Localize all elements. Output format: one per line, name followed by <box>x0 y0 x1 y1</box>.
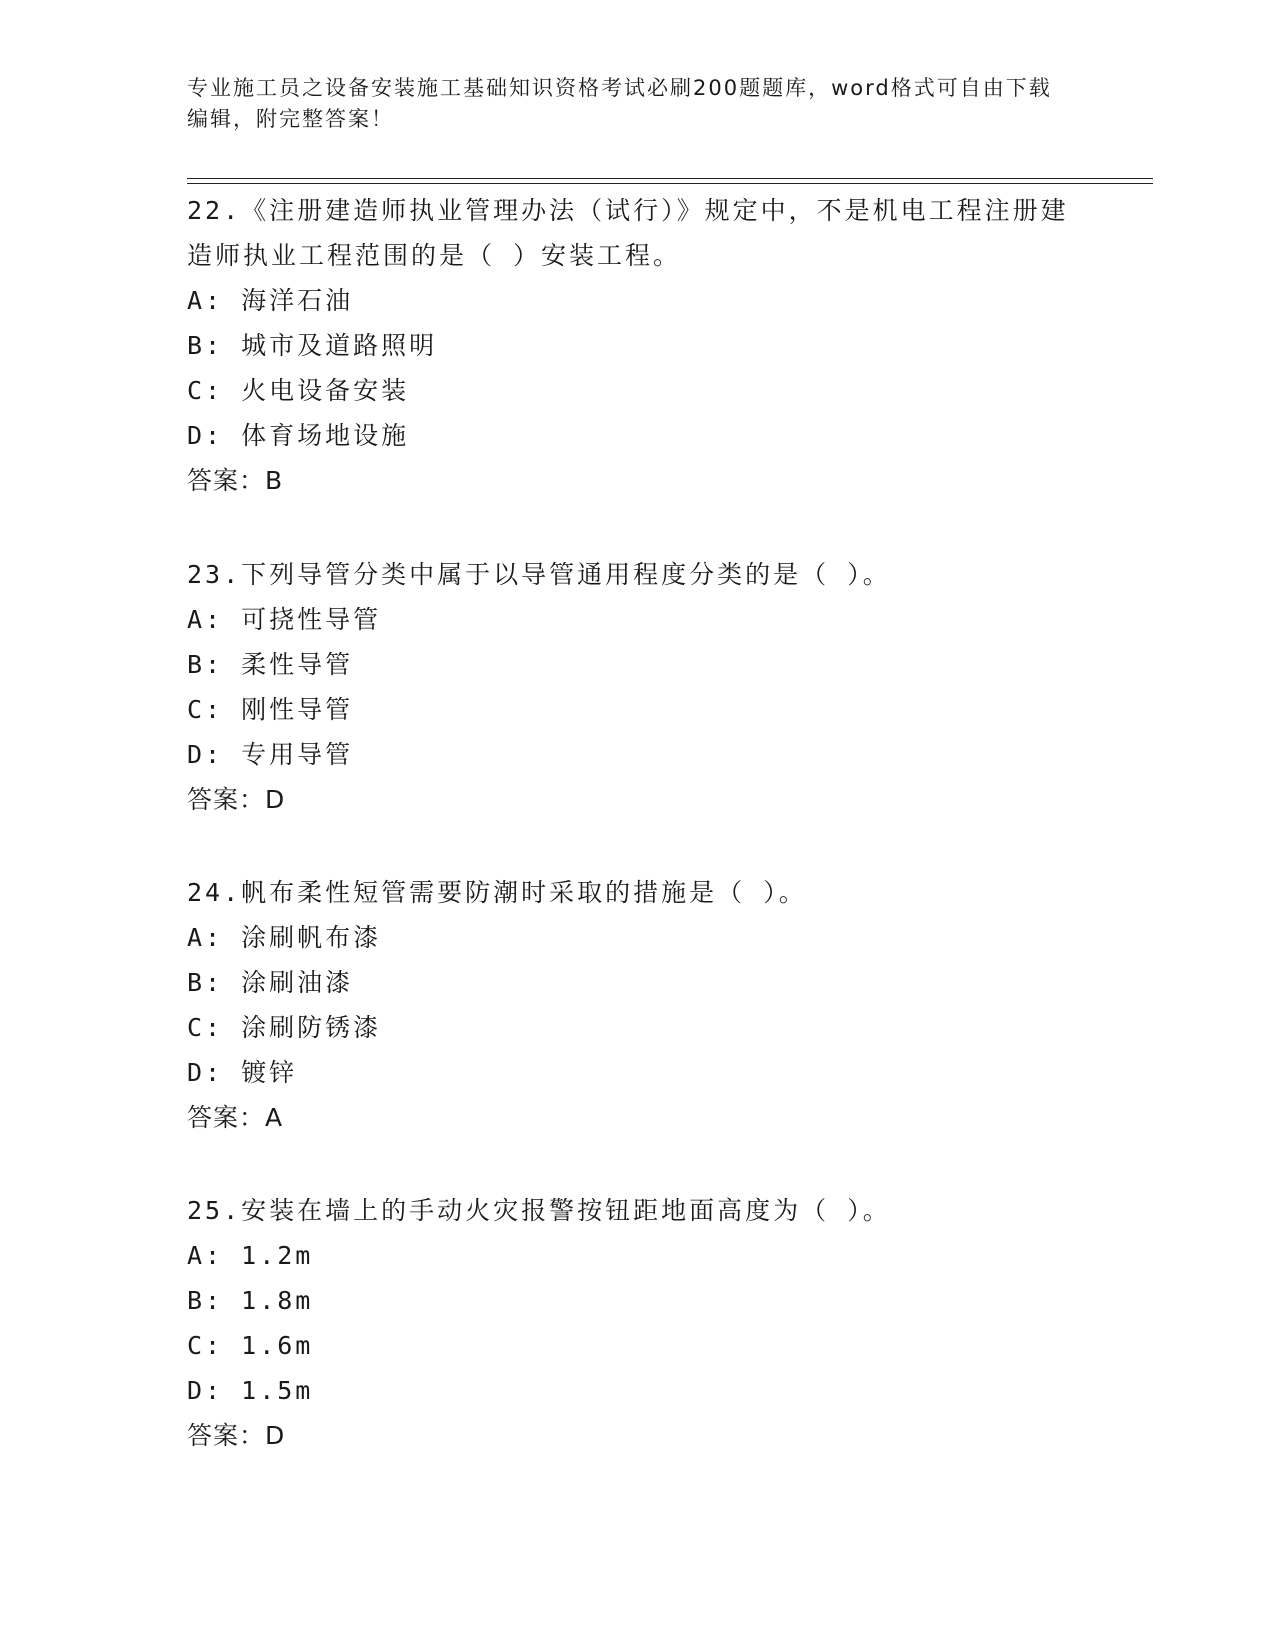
option-a: A: 可挠性导管 <box>187 605 382 634</box>
option-b: B: 1.8m <box>187 1286 314 1315</box>
option-c: C: 火电设备安装 <box>187 376 410 405</box>
option-d: D: 体育场地设施 <box>187 421 410 450</box>
answer: 答案：D <box>187 785 286 814</box>
option-d: D: 专用导管 <box>187 740 354 769</box>
question-stem: 25.安装在墙上的手动火灾报警按钮距地面高度为（ ）。 <box>187 1196 891 1225</box>
question-24 <box>187 870 1087 1140</box>
option-d: D: 镀锌 <box>187 1058 298 1087</box>
question-stem: 22.《注册建造师执业管理办法（试行）》规定中，不是机电工程注册建造师执业工程范围的是（ ）安装工程。 <box>187 196 1069 270</box>
question-23 <box>187 552 1087 822</box>
option-a: A: 1.2m <box>187 1241 314 1270</box>
option-c: C: 1.6m <box>187 1331 314 1360</box>
option-b: B: 城市及道路照明 <box>187 331 438 360</box>
option-c: C: 涂刷防锈漆 <box>187 1013 382 1042</box>
question-22 <box>187 188 1087 503</box>
option-b: B: 柔性导管 <box>187 650 354 679</box>
answer: 答案：D <box>187 1421 286 1450</box>
answer: 答案：B <box>187 466 284 495</box>
question-stem: 23.下列导管分类中属于以导管通用程度分类的是（ ）。 <box>187 560 891 589</box>
header-divider-bottom <box>187 183 1153 184</box>
question-stem: 24.帆布柔性短管需要防潮时采取的措施是（ ）。 <box>187 878 807 907</box>
document-header: 专业施工员之设备安装施工基础知识资格考试必刷200题题库，word格式可自由下载编辑，附完整答案！ <box>187 76 1052 131</box>
question-25 <box>187 1188 1087 1458</box>
answer: 答案：A <box>187 1103 284 1132</box>
option-d: D: 1.5m <box>187 1376 314 1405</box>
option-a: A: 涂刷帆布漆 <box>187 923 382 952</box>
option-b: B: 涂刷油漆 <box>187 968 354 997</box>
option-c: C: 刚性导管 <box>187 695 354 724</box>
option-a: A: 海洋石油 <box>187 286 354 315</box>
header-divider-top <box>187 178 1153 179</box>
